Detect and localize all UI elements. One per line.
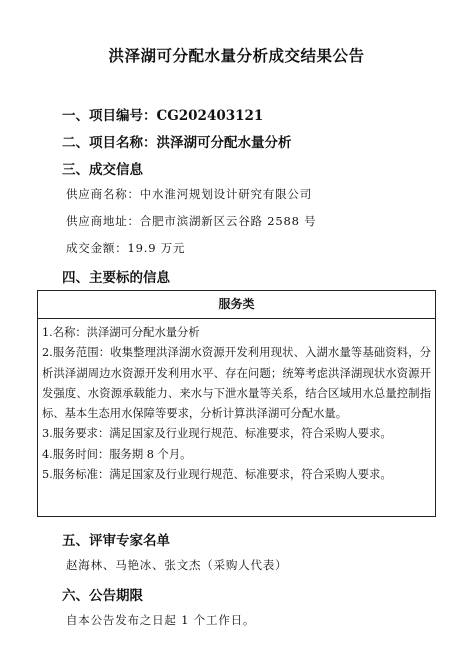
experts-list: 赵海林、马艳冰、张文杰（采购人代表） bbox=[66, 558, 288, 572]
period-text: 自本公告发布之日起 1 个工作日。 bbox=[66, 613, 256, 627]
section-main-subject: 四、主要标的信息 bbox=[62, 270, 170, 286]
announcement-title: 洪泽湖可分配水量分析成交结果公告 bbox=[108, 46, 365, 65]
service-item: 1.名称：洪泽湖可分配水量分析 bbox=[42, 326, 200, 339]
section-project-number: 一、项目编号：CG202403121 bbox=[62, 108, 264, 124]
supplier-address: 供应商地址：合肥市滨湖新区云谷路 2588 号 bbox=[66, 214, 317, 228]
section-project-name: 二、项目名称：洪泽湖可分配水量分析 bbox=[62, 135, 292, 151]
service-item: 2.服务范围：收集整理洪泽湖水资源开发利用现状、入湖水量等基础资料，分析洪泽湖周边水资源开发利用水平、存在问题；统筹考虑洪泽湖现状水资源开发强度、水资源承载能力、来水与下泄水量等关系，结合区域用水总量控制指标、基本生态用水保障等要求，分析计算洪泽湖可分配水量。 bbox=[42, 346, 431, 421]
service-table bbox=[37, 290, 436, 517]
service-table-body bbox=[38, 319, 435, 485]
service-item: 4.服务时间：服务期 8 个月。 bbox=[42, 447, 192, 461]
section-period: 六、公告期限 bbox=[62, 588, 143, 604]
service-table-header: 服务类 bbox=[38, 291, 435, 319]
service-item: 3.服务要求：满足国家及行业现行规范、标准要求，符合采购人要求。 bbox=[42, 427, 392, 441]
deal-amount: 成交金额：19.9 万元 bbox=[66, 241, 186, 255]
section-deal-info: 三、成交信息 bbox=[62, 162, 143, 178]
section-experts: 五、评审专家名单 bbox=[62, 533, 170, 549]
supplier-name: 供应商名称：中水淮河规划设计研究有限公司 bbox=[66, 187, 312, 201]
service-item: 5.服务标准：满足国家及行业现行规范、标准要求，符合采购人要求。 bbox=[42, 468, 392, 482]
